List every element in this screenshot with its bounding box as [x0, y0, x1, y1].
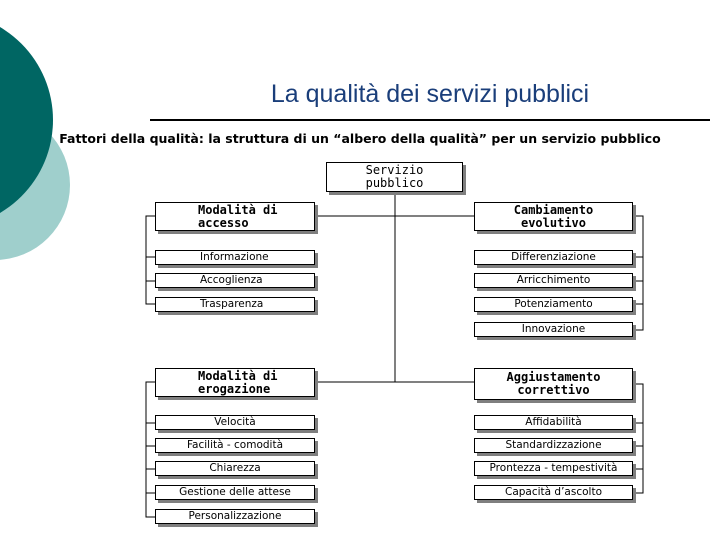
root-line-1: Servizio	[365, 163, 424, 177]
item-gestione-attese: Gestione delle attese	[155, 485, 315, 500]
item-affidabilita: Affidabilità	[474, 415, 633, 430]
item-informazione: Informazione	[155, 250, 315, 265]
item-prontezza-tempestivita: Prontezza - tempestività	[474, 461, 633, 476]
group-title-line-2: correttivo	[517, 383, 590, 397]
item-accoglienza: Accoglienza	[155, 273, 315, 288]
item-standardizzazione: Standardizzazione	[474, 438, 633, 453]
item-velocita: Velocità	[155, 415, 315, 430]
item-capacita-ascolto: Capacità d’ascolto	[474, 485, 633, 500]
item-innovazione: Innovazione	[474, 322, 633, 337]
group-head-accesso	[155, 202, 315, 231]
group-title-line-1: Modalità di	[198, 368, 278, 383]
item-differenziazione: Differenziazione	[474, 250, 633, 265]
item-potenziamento: Potenziamento	[474, 297, 633, 312]
item-trasparenza: Trasparenza	[155, 297, 315, 312]
item-arricchimento: Arricchimento	[474, 273, 633, 288]
item-facilita-comodita: Facilità - comodità	[155, 438, 315, 453]
group-head-erogazione	[155, 368, 315, 397]
group-title-line-1: Cambiamento	[513, 202, 594, 217]
slide-subtitle: Fattori della qualità: la struttura di un “albero della qualità” per un servizio pubblico	[59, 131, 661, 146]
item-chiarezza: Chiarezza	[155, 461, 315, 476]
group-title-line-2: erogazione	[198, 381, 271, 396]
group-title-line-1: Aggiustamento	[506, 370, 601, 384]
item-personalizzazione: Personalizzazione	[155, 509, 315, 524]
group-head-evolutivo	[474, 202, 633, 231]
root-node	[326, 162, 463, 192]
group-title-line-2: accesso	[198, 215, 249, 230]
group-head-correttivo	[474, 368, 633, 400]
root-line-2: pubblico	[365, 176, 424, 190]
group-title-line-1: Modalità di	[198, 202, 278, 217]
group-title-line-2: evolutivo	[520, 215, 586, 230]
slide-title: La qualità dei servizi pubblici	[270, 80, 590, 108]
